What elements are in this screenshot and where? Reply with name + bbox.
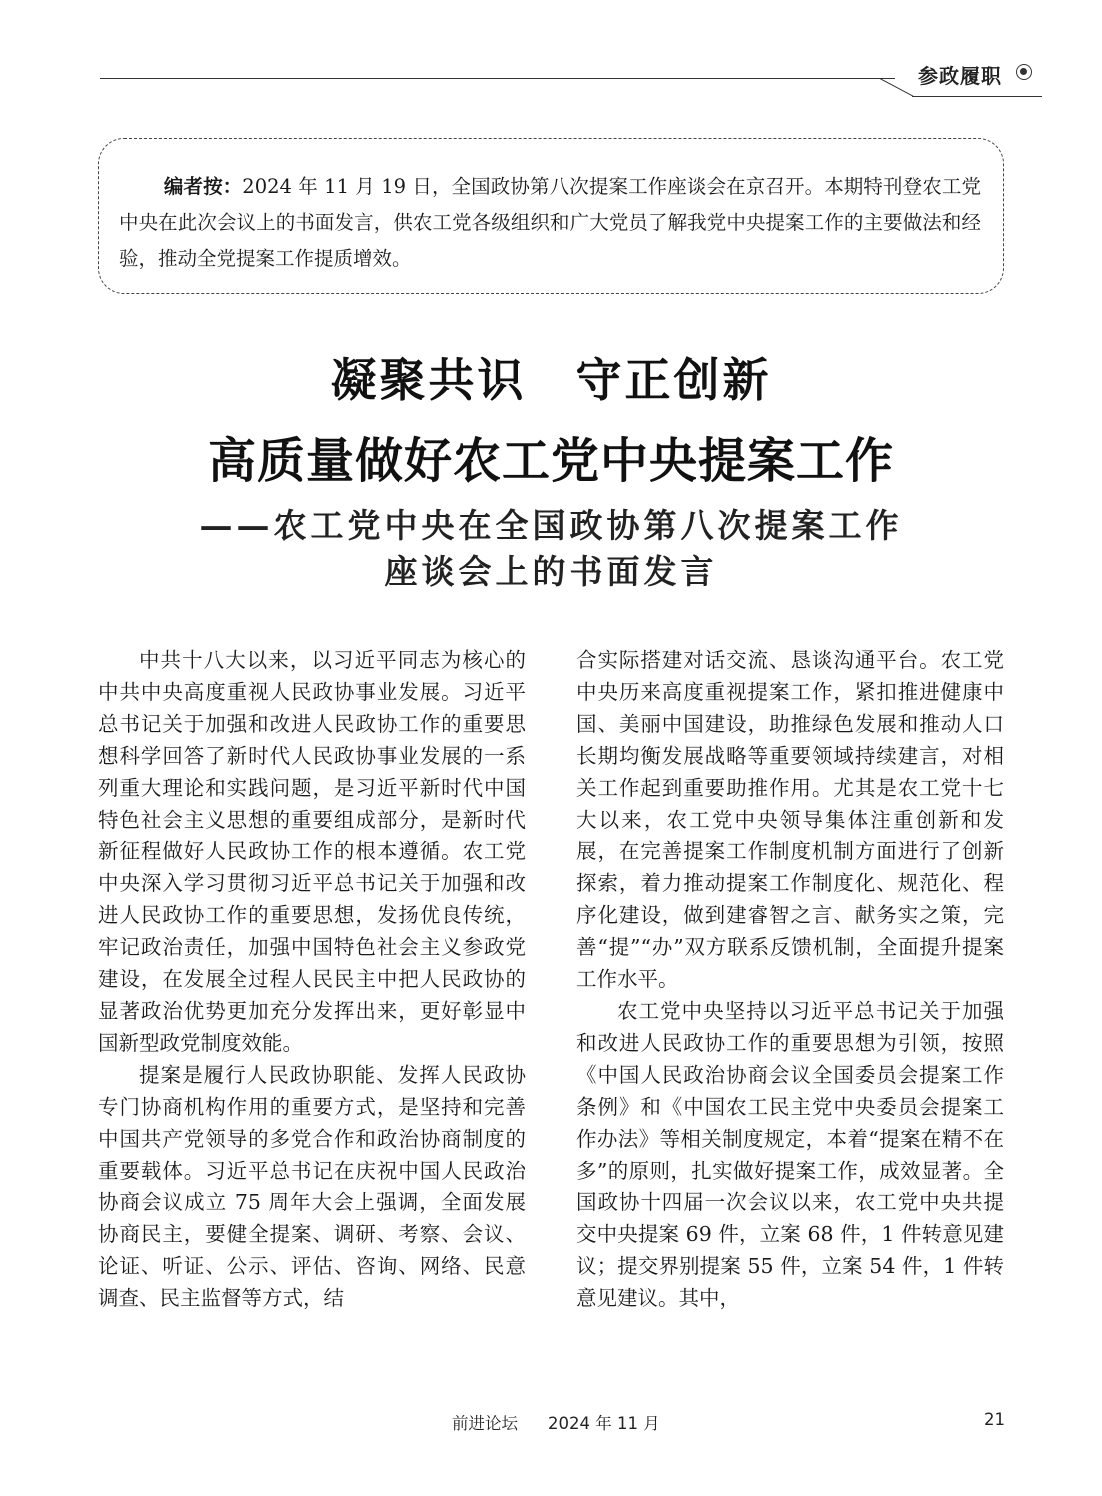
body-column-left bbox=[98, 645, 526, 1315]
section-label: 参政履职 bbox=[918, 64, 1002, 88]
article-subtitle-line1: ——农工党中央在全国政协第八次提案工作 bbox=[199, 506, 903, 545]
editor-note bbox=[119, 169, 981, 277]
article-title-line1: 凝聚共识 守正创新 bbox=[330, 353, 772, 407]
page-number: 21 bbox=[984, 1410, 1005, 1429]
header-rule-slant bbox=[880, 78, 914, 97]
footer-journal: 前进论坛 bbox=[452, 1414, 518, 1433]
body-paragraph: 提案是履行人民政协职能、发挥人民政协专门协商机构作用的重要方式，是坚持和完善中国共产党领导的多党合作和政治协商制度的重要载体。习近平总书记在庆祝中国人民政治协商会议成立 75 周年大会上强调，全面发展协商民主，要健全提案、调研、考察、会议、论证、听证、公示、评估、咨询、网络、民意调查、民主监督等方式，结 bbox=[98, 1062, 526, 1311]
body-column-right bbox=[576, 645, 1004, 1315]
header-rule-right bbox=[912, 96, 1042, 97]
article-title-line2: 高质量做好农工党中央提案工作 bbox=[207, 433, 894, 489]
editor-note-label: 编者按： bbox=[163, 175, 243, 198]
body-paragraph: 农工党中央坚持以习近平总书记关于加强和改进人民政协工作的重要思想为引领，按照《中国人民政治协商会议全国委员会提案工作条例》和《中国农工民主党中央委员会提案工作办法》等相关制度规定，本着“提案在精不在多”的原则，扎实做好提案工作，成效显著。全国政协十四届一次会议以来，农工党中央共提交中央提案 69 件，立案 68 件，1 件转意见建议；提交界别提案 55 件，立案 54 件，1 件转意见建议。其中， bbox=[576, 998, 1004, 1311]
bullseye-icon bbox=[1016, 64, 1032, 80]
body-paragraph: 中共十八大以来，以习近平同志为核心的中共中央高度重视人民政协事业发展。习近平总书记关于加强和改进人民政协工作的重要思想科学回答了新时代人民政协事业发展的一系列重大理论和实践问题，是习近平新时代中国特色社会主义思想的重要组成部分，是新时代新征程做好人民政协工作的根本遵循。农工党中央深入学习贯彻习近平总书记关于加强和改进人民政协工作的重要思想，发扬优良传统，牢记政治责任，加强中国特色社会主义参政党建设，在发展全过程人民民主中把人民政协的显著政治优势更加充分发挥出来，更好彰显中国新型政党制度效能。 bbox=[98, 648, 526, 1055]
editor-note-text: 2024 年 11 月 19 日，全国政协第八次提案工作座谈会在京召开。本期特刊登农工党中央在此次会议上的书面发言，供农工党各级组织和广大党员了解我党中央提案工作的主要做法和经验，推动全党提案工作提质增效。 bbox=[119, 175, 981, 270]
footer-date: 2024 年 11 月 bbox=[548, 1414, 660, 1433]
header-rule bbox=[100, 78, 895, 79]
article-subtitle-line2: 座谈会上的书面发言 bbox=[384, 552, 718, 591]
body-paragraph: 合实际搭建对话交流、恳谈沟通平台。农工党中央历来高度重视提案工作，紧扣推进健康中国、美丽中国建设，助推绿色发展和推动人口长期均衡发展战略等重要领域持续建言，对相关工作起到重要助推作用。尤其是农工党十七大以来，农工党中央领导集体注重创新和发展，在完善提案工作制度机制方面进行了创新探索，着力推动提案工作制度化、规范化、程序化建设，做到建睿智之言、献务实之策，完善“提”“办”双方联系反馈机制，全面提升提案工作水平。 bbox=[576, 648, 1004, 992]
editor-note-box bbox=[98, 138, 1004, 294]
